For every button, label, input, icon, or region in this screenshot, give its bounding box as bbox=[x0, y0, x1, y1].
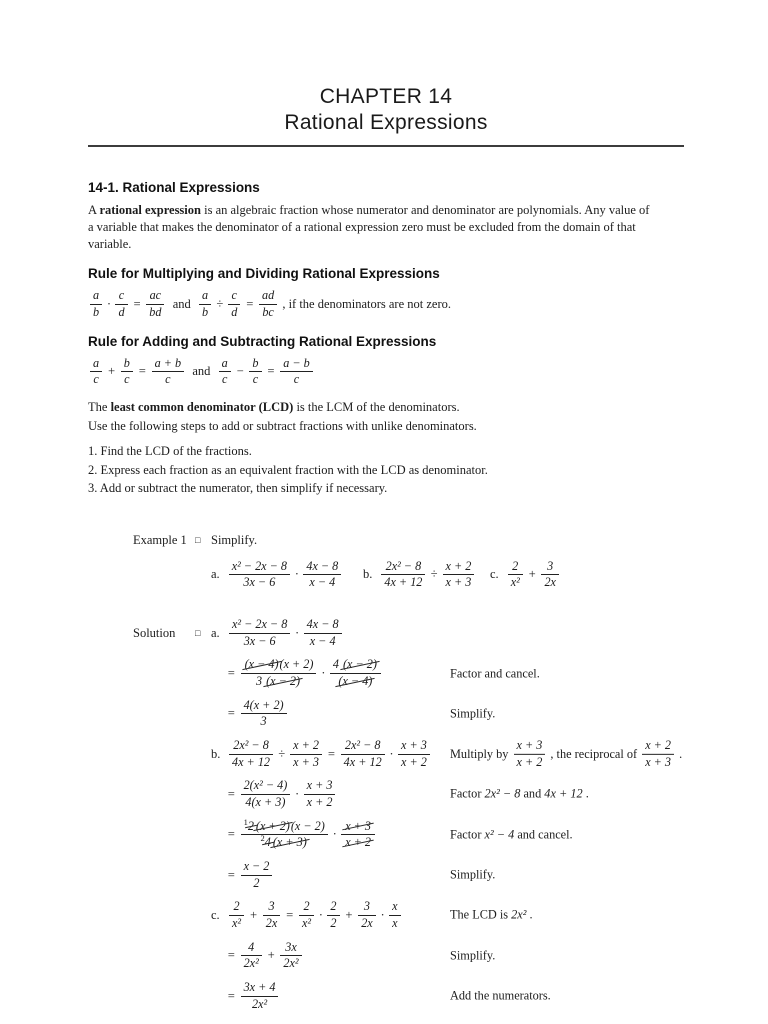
annotation: Simplify. bbox=[450, 948, 496, 963]
page-content bbox=[0, 84, 768, 1011]
solution-step-row bbox=[133, 941, 684, 971]
example-problems-row bbox=[211, 560, 684, 590]
chapter-number-title: CHAPTER 14 bbox=[319, 85, 453, 108]
part-label: c. bbox=[211, 907, 220, 922]
rule-add-heading: Rule for Adding and Subtracting Rational Expressions bbox=[88, 333, 437, 349]
lcd-paragraph: The least common denominator (LCD) is the LCM of the denominators. bbox=[88, 399, 460, 414]
equation: x² − 2x − 8 3x − 6 · 4x − 8 x − 4 bbox=[227, 618, 344, 648]
annotation: Add the numerators. bbox=[450, 988, 551, 1003]
solution-step-row bbox=[133, 860, 684, 890]
equation: = $\frac{(x - 4)(x + 2)}{3 (x - 2)}$ · 4 (x − 2) (x − 4) bbox=[227, 658, 383, 688]
annotation: Factor x² − 4 and cancel. bbox=[450, 827, 573, 842]
annotation: Simplify. bbox=[450, 867, 496, 882]
problem-c-label: c. bbox=[490, 567, 499, 582]
intro-paragraph: A rational expression is an algebraic fraction whose numerator and denominator are polynomials. Any value of a variable that makes the denominator of a rational expression zero must be excluded from the domain of that variable. bbox=[88, 203, 650, 251]
equation: $\frac{\text{2x² − 8}}{4x + 12}$ ÷ $\frac{x + 2}{x + 3}$ = $\frac{\text{2x² − 8}}{4x + 12}$ · x + 3 x + 2 bbox=[227, 739, 432, 769]
problem-c-equation: 2 x² + $\frac{3}{2x}$ bbox=[506, 560, 561, 590]
open-square-icon: □ bbox=[195, 535, 201, 546]
chapter-header bbox=[88, 84, 684, 147]
equation: = $\frac{4}{\text{2x²}}$ + $\frac{3x}{\text{2x²}}$ bbox=[227, 941, 304, 971]
annotation: Simplify. bbox=[450, 706, 496, 721]
problem-b-label: b. bbox=[363, 567, 373, 582]
header-divider bbox=[88, 145, 684, 147]
open-square-icon: □ bbox=[195, 628, 201, 639]
equation: = $\frac{4(x + 2)}{3}$ bbox=[227, 699, 289, 729]
lcd-step-3: 3. Add or subtract the numerator, then simplify if necessary. bbox=[88, 480, 388, 495]
lcd-steps-intro: Use the following steps to add or subtract fractions with unlike denominators. bbox=[88, 418, 477, 433]
equation: = $\frac{^12 (x + 2)(x - 2)}{^24 (x + 3)}$ · x + 3 x + 2 bbox=[227, 820, 377, 850]
chapter-title: Rational Expressions bbox=[284, 111, 488, 134]
example-header-row bbox=[133, 533, 684, 548]
problem-a-label: a. bbox=[211, 567, 220, 582]
annotation: Factor and cancel. bbox=[450, 666, 540, 681]
part-label: b. bbox=[211, 746, 221, 761]
rule-mult-equation: a b · $\frac{c}{d}$ = $\frac{ac}{bd}$ and $\frac{a}{b}$ ÷ $\frac{c}{d}$ = $\frac{ad}{bc}$ , if the denominators are not zero. bbox=[88, 289, 684, 319]
equation: = $\frac{x - 2}{2}$ bbox=[227, 860, 274, 890]
problem-b bbox=[363, 560, 490, 590]
solution-step-row bbox=[133, 816, 684, 850]
annotation: The LCD is 2x² . bbox=[450, 907, 533, 922]
equation: 2 x² + $\frac{3}{2x}$ = $\frac{2}{\text{x²}}$ · 2 2 + $\frac{3}{2x}$ · x x bbox=[227, 900, 403, 930]
equation: = $\frac{\text{2(x² − 4)}}{4(x + 3)}$ · x + 3 x + 2 bbox=[227, 779, 337, 809]
rule-mult-heading: Rule for Multiplying and Dividing Rational Expressions bbox=[88, 266, 440, 282]
equation: = $\frac{3x + 4}{\text{2x²}}$ bbox=[227, 981, 280, 1011]
problem-b-equation: $\frac{\text{2x² − 8}}{4x + 12}$ ÷ $\frac{x + 2}{x + 3}$ bbox=[379, 560, 476, 590]
example-label: Example 1 bbox=[133, 532, 187, 547]
section-heading: 14-1. Rational Expressions bbox=[88, 180, 260, 195]
lcd-steps-list bbox=[88, 442, 684, 496]
problem-a-equation: x² − 2x − 8 3x − 6 · 4x − 8 x − 4 bbox=[227, 560, 344, 590]
annotation: Multiply by x + 3 x + 2 , the reciprocal of x + 2 x + 3 . bbox=[450, 738, 683, 769]
solution-step-row bbox=[133, 900, 684, 930]
solution-step-row bbox=[133, 981, 684, 1011]
problem-c bbox=[490, 560, 561, 590]
example-prompt: Simplify. bbox=[211, 532, 258, 547]
solution-step-row bbox=[133, 658, 684, 688]
problem-a bbox=[211, 560, 363, 590]
solution-step-row bbox=[133, 779, 684, 809]
solution-label: Solution bbox=[133, 625, 176, 640]
solution-step-row bbox=[133, 699, 684, 729]
solution-step-row bbox=[133, 618, 684, 648]
lcd-step-1: 1. Find the LCD of the fractions. bbox=[88, 444, 252, 459]
lcd-step-2: 2. Express each fraction as an equivalent fraction with the LCD as denominator. bbox=[88, 462, 488, 477]
part-label: a. bbox=[211, 625, 220, 640]
annotation: Factor 2x² − 8 and 4x + 12 . bbox=[450, 786, 589, 801]
rule-add-equation: a c + $\frac{b}{c}$ = $\frac{a + b}{c}$ and a c − $\frac{b}{c}$ = $\frac{a - b}{c}$ bbox=[88, 357, 684, 387]
solution-step-row bbox=[133, 739, 684, 769]
